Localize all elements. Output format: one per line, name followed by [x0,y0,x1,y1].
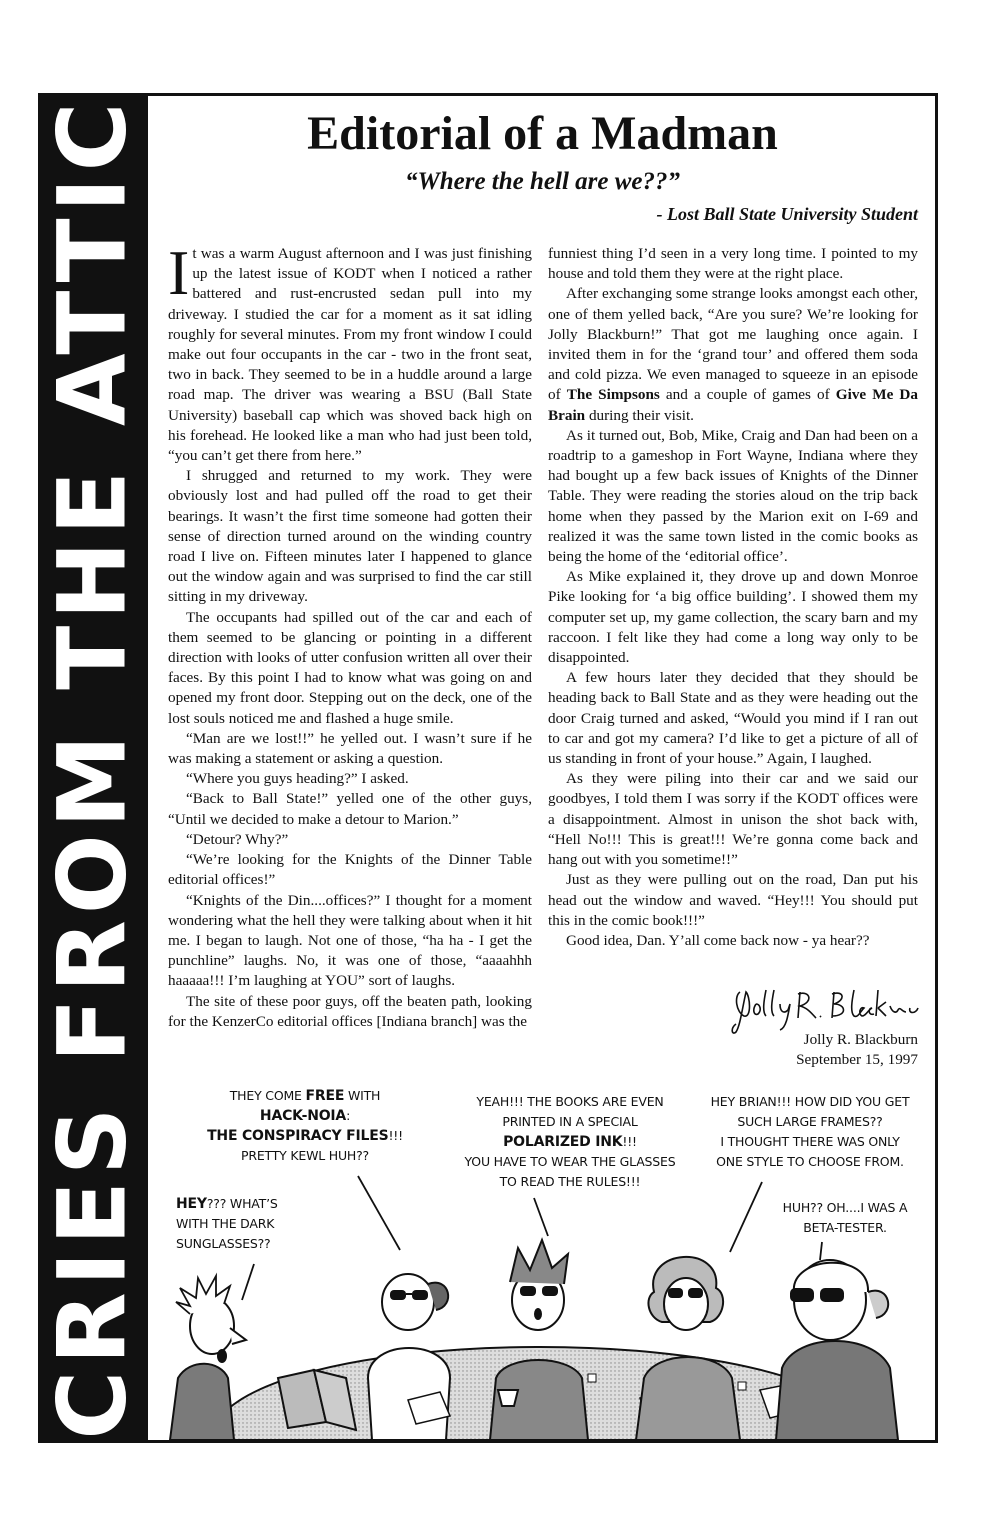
sidebar-title: CRIES FROM THE ATTIC [38,96,148,1440]
page-title: Editorial of a Madman [307,107,778,160]
article-paragraph: As Mike explained it, they drove up and down Monroe Pike looking for ‘a big office building’. I showed them my computer set up, my game collection, the scary barn and my raccoon. I felt like they had come a long way only to be disappointed. [548,568,918,667]
header-quote: “Where the hell are we??” [405,168,680,195]
article-paragraph: A few hours later they decided that they should be heading back to Ball State and as they were heading out the door Craig turned and asked, “Would you mind if I ran out to car and got my camera? I’d like to get a picture of all of us standing in front of your house.” Again, I laughed. [548,669,918,768]
article-paragraph: The site of these poor guys, off the beaten path, looking for the KenzerCo editorial offices [Indiana branch] was the [168,992,532,1030]
speech-bubble-free: THEY COME FREE WITH HACK-NOIA: THE CONSPIRACY FILES!!! PRETTY KEWL HUH?? [207,1088,403,1163]
cartoon-panel [150,1078,935,1440]
show-title: The Simpsons [566,386,660,404]
article-column-left [168,237,532,1032]
article-paragraph: “Knights of the Din....offices?” I thought for a moment wondering what the hell they were talking about when it hit me. I began to laugh. Not one of those, “ha ha - I get the punchline” laughs. No, it was one of those, “aaaahhh haaaaa!!! I’m laughing at YOU” sort of laughs. [168,891,532,990]
signature-date: September 15, 1997 [796,1051,918,1068]
article-paragraph: It was a warm August afternoon and I was just finishing up the latest issue of KODT when I noticed a rather battered and rust-encrusted sedan pull into my driveway. I studied the car for a moment as it sat idling roughly for several minutes. From my front window I could make out four occupants in the car - two in the front seat, two in back. They seemed to be in a huddle around a large road map. The driver was wearing a BSU (Ball State University) baseball cap which was shoved back high on his forehead. He looked like a man who had just been told, “you can’t get there from here.” [168,237,532,465]
speech-bubble-polarized: YEAH!!! THE BOOKS ARE EVEN PRINTED IN A SPECIAL POLARIZED INK!!! YOU HAVE TO WEAR THE GLASSES TO READ THE RULES!!! [464,1094,676,1189]
article-paragraph: “We’re looking for the Knights of the Dinner Table editorial offices!” [168,851,532,889]
article-paragraph: “Where you guys heading?” I asked. [186,770,409,788]
quote-attribution: - Lost Ball State University Student [656,204,918,224]
speech-bubble-hey: HEY??? WHAT’S WITH THE DARK SUNGLASSES?? [176,1196,278,1251]
article-paragraph: I shrugged and returned to my work. They were obviously lost and had pulled off the road to get their bearings. It wasn’t the first time someone had gotten their sense of direction turned around on the winding country road I live on. Fifteen minutes later I happened to glance out the window again and was surprised to find the car still sitting in my driveway. [168,467,532,606]
author-name: Jolly R. Blackburn [803,1031,918,1048]
article-paragraph: After exchanging some strange looks amongst each other, one of them yelled back, “Are you sure? We’re looking for Jolly Blackburn!” That got me laughing once again. I invited them in for the ‘grand tour’ and offered them soda and cold pizza. We even managed to squeeze in an episode of The Simpsons and a couple of games of Give Me Da Brain during their visit. [548,285,918,424]
article-paragraph: funniest thing I’d seen in a very long time. I pointed to my house and told them they were at the right place. [548,245,918,283]
article-paragraph: Good idea, Dan. Y’all come back now - ya hear?? [566,931,870,949]
article-paragraph: “Detour? Why?” [186,830,289,848]
article-paragraph: As they were piling into their car and we said our goodbyes, I told them I was sorry if the KODT offices were a disappointment. Almost in unison the shot back with, “Hell No!!! This is great!!! We’re gonna come back and hang out with you sometime!!” [548,770,918,869]
game-title: Give Me Da Brain [548,386,918,424]
article-column-right [548,244,918,951]
drop-cap: I [168,237,190,308]
speech-bubble-beta: HUH?? OH....I WAS A BETA-TESTER. [782,1200,908,1235]
signature-block [796,1030,918,1070]
speech-bubble-frames: HEY BRIAN!!! HOW DID YOU GET SUCH LARGE FRAMES?? I THOUGHT THERE WAS ONLY ONE STYLE TO CHOOSE FROM. [710,1094,910,1169]
article-paragraph: The occupants had spilled out of the car and each of them seemed to be glancing or pointing in a different direction with looks of utter confusion written all over their faces. By this point I had to know what was going on and opened my front door. Stepping out on the deck, one of the lost souls noticed me and flashed a huge smile. [168,608,532,727]
article-paragraph: Just as they were pulling out on the road, Dan put his head out the window and waved. “Hey!!! You should put this in the comic book!!!” [548,871,918,929]
article-paragraph: As it turned out, Bob, Mike, Craig and Dan had been on a roadtrip to a gameshop in Fort Wayne, Indiana where they had bought up a few back issues of Knights of the Dinner Table. They were reading the stories aloud on the trip back home when they passed by the Marion exit on I-69 and realized it was the same town listed in the comic books as being the home of the ‘editorial office’. [548,426,918,566]
article-paragraph: “Back to Ball State!” yelled one of the other guys, “Until we decided to make a detour to Marion.” [168,790,532,828]
article-paragraph: “Man are we lost!!” he yelled out. I wasn’t sure if he was making a statement or asking a question. [168,729,532,768]
